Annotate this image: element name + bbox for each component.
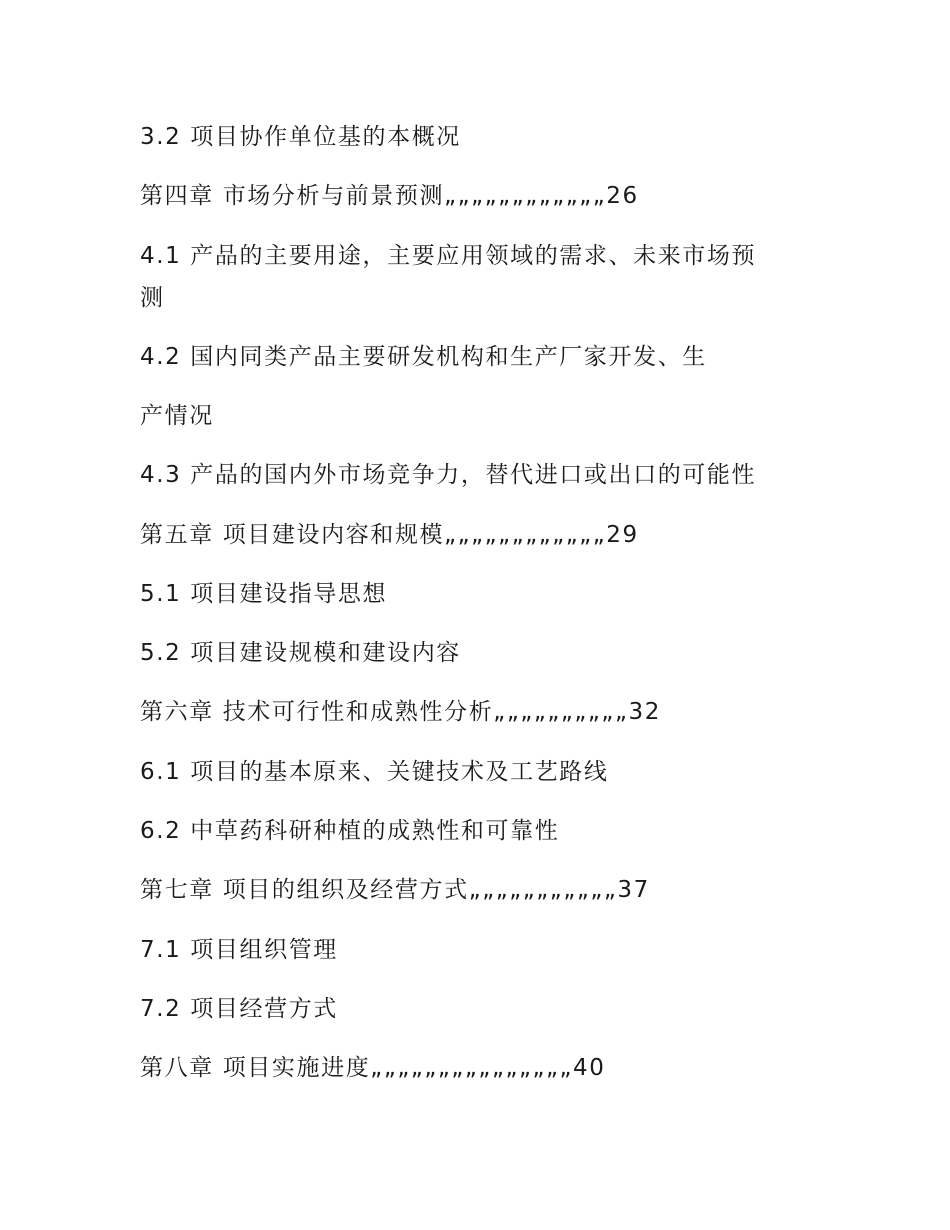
toc-section-6-1: 6.1 项目的基本原来、关键技术及工艺路线 [140,759,609,785]
toc-chapter-4: 第四章 市场分析与前景预测„„„„„„„„„„„„26 [140,183,639,209]
toc-chapter-5: 第五章 项目建设内容和规模„„„„„„„„„„„„29 [140,522,639,548]
toc-section-4-3: 4.3 产品的国内外市场竞争力，替代进口或出口的可能性 [140,462,757,488]
toc-section-5-2: 5.2 项目建设规模和建设内容 [140,640,461,666]
toc-section-6-2: 6.2 中草药科研种植的成熟性和可靠性 [140,818,560,844]
toc-chapter-6: 第六章 技术可行性和成熟性分析„„„„„„„„„„32 [140,699,661,725]
toc-section-4-2-cont: 产情况 [140,403,214,429]
toc-section-3-2: 3.2 项目协作单位基的本概况 [140,124,461,150]
toc-section-7-2: 7.2 项目经营方式 [140,996,338,1022]
toc-section-4-1-cont: 测 [140,285,165,311]
toc-chapter-8: 第八章 项目实施进度„„„„„„„„„„„„„„„40 [140,1055,606,1081]
toc-section-4-1: 4.1 产品的主要用途，主要应用领域的需求、未来市场预 [140,243,757,269]
toc-chapter-7: 第七章 项目的组织及经营方式„„„„„„„„„„„37 [140,877,650,903]
toc-section-4-2: 4.2 国内同类产品主要研发机构和生产厂家开发、生 [140,344,707,370]
toc-section-5-1: 5.1 项目建设指导思想 [140,581,388,607]
toc-section-7-1: 7.1 项目组织管理 [140,937,338,963]
